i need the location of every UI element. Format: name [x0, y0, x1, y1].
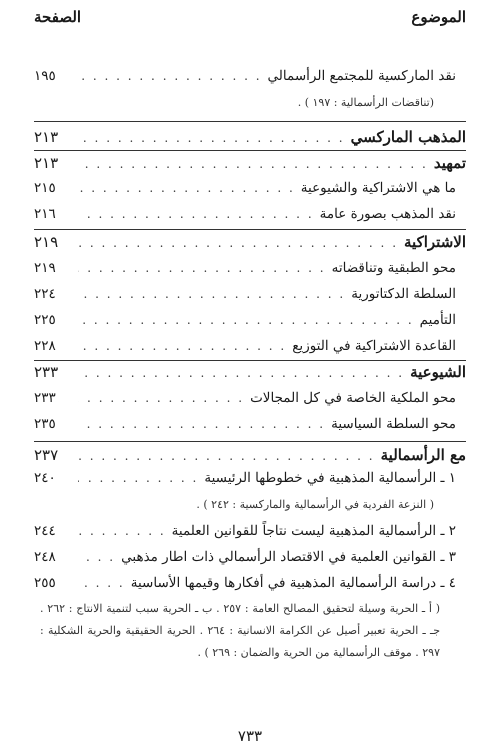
leader-dots	[78, 366, 404, 380]
toc-header	[0, 8, 500, 38]
entry-note: ( النزعة الفردية في الرأسمالية والماركسية : ٢٤٢ ) .	[196, 498, 434, 511]
entry-title: التأميم	[419, 312, 456, 328]
leader-dots	[78, 449, 375, 463]
entry-title: نقد المذهب بصورة عامة	[319, 206, 456, 222]
entry-page: ٢٣٣	[34, 363, 59, 381]
entry-title: محو السلطة السياسية	[331, 416, 456, 432]
entry-page: ٢٢٤	[34, 286, 56, 302]
entry-page: ٢٣٧	[34, 446, 59, 464]
entry-page: ٢١٣	[34, 154, 59, 172]
section-divider	[34, 360, 466, 361]
leader-dots	[78, 236, 398, 250]
entry-title: مع الرأسمالية	[380, 446, 466, 464]
entry-title: محو الطبقية وتناقضاته	[331, 260, 456, 276]
entry-title: محو الملكية الخاصة في كل المجالات	[250, 390, 456, 406]
toc-entry	[34, 206, 466, 222]
leader-dots	[78, 471, 198, 485]
entry-page: ٢١٥	[34, 180, 56, 196]
entry-title: نقد الماركسية للمجتمع الرأسمالي	[267, 68, 456, 84]
section-divider	[34, 441, 466, 442]
entry-title: ١ ـ الرأسمالية المذهبية في خطوطها الرئيسية	[204, 470, 456, 486]
leader-dots	[78, 550, 115, 564]
entry-page: ٢٣٣	[34, 390, 56, 406]
leader-dots	[78, 131, 345, 145]
toc-entry	[34, 446, 466, 464]
leader-dots	[78, 181, 295, 195]
entry-title: ٢ ـ الرأسمالية المذهبية ليست نتاجاً للقوانين العلمية	[171, 523, 456, 539]
entry-title: تمهيد	[433, 154, 466, 172]
section-divider	[34, 229, 466, 230]
entry-page: ٢١٣	[34, 128, 59, 146]
toc-entry	[34, 68, 466, 84]
entry-page: ٢٥٥	[34, 575, 56, 591]
leader-dots	[78, 391, 244, 405]
header-topic: الموضوع	[411, 8, 466, 26]
toc-entry	[34, 233, 466, 251]
page-number: ٧٣٣	[237, 727, 263, 745]
entry-note: (تناقضات الرأسمالية : ١٩٧ ) .	[297, 96, 434, 109]
entry-title: الشيوعية	[410, 363, 466, 381]
leader-dots	[78, 313, 414, 327]
toc-entry	[34, 575, 466, 591]
toc-entry	[34, 363, 466, 381]
toc-entry	[34, 523, 466, 539]
leader-dots	[78, 261, 326, 275]
toc-entry	[34, 180, 466, 196]
leader-dots	[78, 207, 314, 221]
entry-title: المذهب الماركسي	[350, 128, 466, 146]
entry-page: ٢٢٥	[34, 312, 56, 328]
toc-entry	[34, 312, 466, 328]
entry-page: ٢٤٨	[34, 549, 56, 565]
toc-entry	[34, 390, 466, 406]
entry-title: السلطة الدكتاتورية	[351, 286, 456, 302]
entry-title: ٣ ـ القوانين العلمية في الاقتصاد الرأسمالي ذات اطار مذهبي	[121, 549, 456, 565]
entry-page: ٢١٦	[34, 206, 56, 222]
toc-entry	[34, 470, 466, 486]
entry-title: القاعدة الاشتراكية في التوزيع	[292, 338, 456, 354]
leader-dots	[78, 576, 125, 590]
entry-page: ٢٣٥	[34, 416, 56, 432]
leader-dots	[78, 69, 262, 83]
entry-title: الاشتراكية	[404, 233, 466, 251]
section-divider	[34, 121, 466, 122]
entry-page: ١٩٥	[34, 68, 56, 84]
toc-entry	[34, 286, 466, 302]
leader-dots	[78, 287, 345, 301]
entry-note: ( أ ـ الحرية وسيلة لتحقيق المصالح العامة : ٢٥٧ . ب ـ الحرية سبب لتنمية الانتاج : ٢٦٢ . جـ ـ الحرية تعبير أصيل عن الكرامة الانسانية : ٢٦٤ . الحرية الحقيقية والحرية الشكلية : ٢٩٧ . موقف الرأسمالية من الحرية والضمان : ٢٦٩ ) .	[40, 602, 441, 659]
entry-title: ٤ ـ دراسة الرأسمالية المذهبية في أفكارها وقيمها الأساسية	[130, 575, 456, 591]
entry-page: ٢٢٨	[34, 338, 56, 354]
entry-page: ٢١٩	[34, 260, 56, 276]
toc-entry	[34, 416, 466, 432]
toc-entry	[34, 128, 466, 146]
leader-dots	[78, 524, 166, 538]
entry-title: ما هي الاشتراكية والشيوعية	[300, 180, 456, 196]
toc-entry	[34, 260, 466, 276]
entry-page: ٢٤٤	[34, 523, 56, 539]
entry-page: ٢١٩	[34, 233, 59, 251]
leader-dots	[78, 339, 286, 353]
entry-page: ٢٤٠	[34, 470, 56, 486]
section-divider	[34, 150, 466, 151]
toc-entry	[34, 549, 466, 565]
leader-dots	[78, 417, 325, 431]
toc-entry	[34, 154, 466, 172]
toc-entry	[34, 338, 466, 354]
leader-dots	[78, 157, 428, 171]
header-page: الصفحة	[34, 8, 82, 26]
